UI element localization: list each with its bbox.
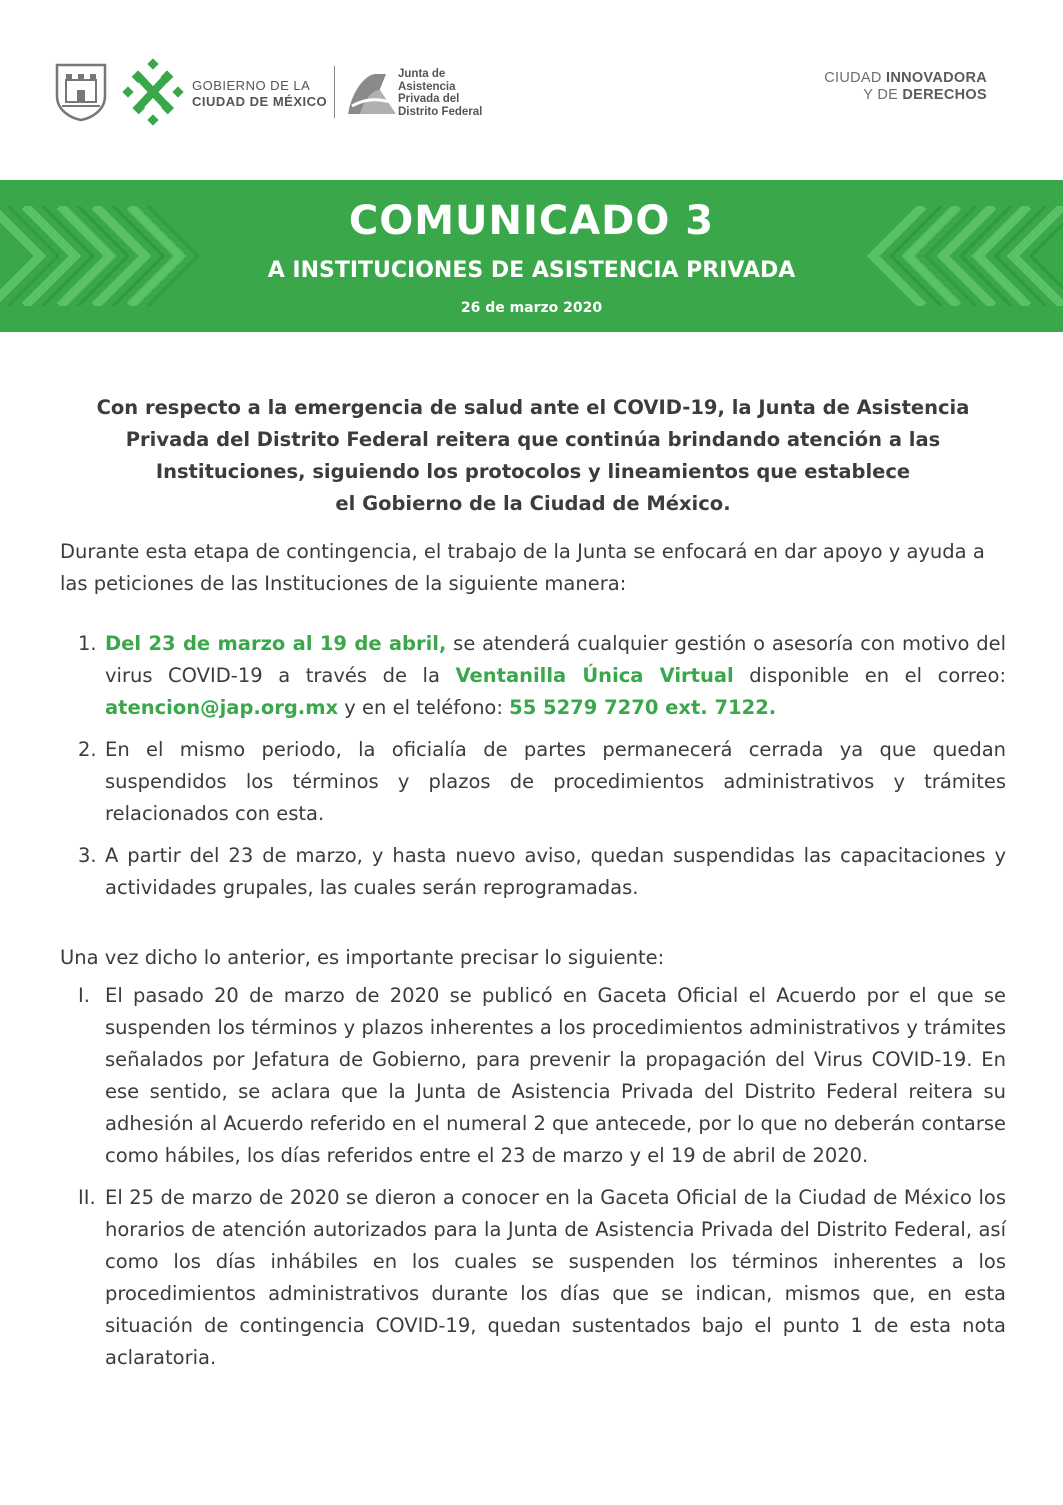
list-item: [60, 980, 1006, 1172]
list-text: A partir del 23 de marzo, y hasta nuevo aviso, quedan suspendidas las capacitaciones y actividades grupales, las cuales serán reprogramadas.: [105, 844, 1006, 899]
jap-line-1: Junta de: [398, 68, 446, 80]
list-text: El pasado 20 de marzo de 2020 se publicó en Gaceta Oficial el Acuerdo por el que se suspenden los términos y plazos inherentes a los procedimientos administrativos y trámites señalados por Jefatura de Gobierno, para prevenir la propagación del Virus COVID-19. En ese sentido, se aclara que la Junta de Asistencia Privada del Distrito Federal reitera su adhesión al Acuerdo referido en el numeral 2 que antecede, por lo que no deberán contarse como hábiles, los días referidos entre el 23 de marzo y el 19 de abril de 2020.: [105, 984, 1006, 1167]
list-marker: 2.: [78, 738, 97, 761]
title-banner: [0, 180, 1063, 332]
slogan-2b: DERECHOS: [902, 87, 987, 103]
slogan-line-2: [824, 87, 987, 104]
logo-divider: [334, 66, 335, 118]
date-range-highlight: Del 23 de marzo al 19 de abril,: [105, 632, 447, 655]
phone-number: 55 5279 7270 ext. 7122.: [509, 696, 777, 719]
list-marker: I.: [78, 984, 90, 1007]
ventanilla-highlight: Ventanilla Única Virtual: [455, 664, 734, 687]
list-item: [60, 734, 1006, 830]
communique-subtitle: A INSTITUCIONES DE ASISTENCIA PRIVADA: [267, 258, 796, 283]
gob-line-2: CIUDAD DE MÉXICO: [192, 94, 328, 109]
slogan-1a: CIUDAD: [824, 70, 886, 86]
list-marker: 1.: [78, 632, 97, 655]
gob-line-1: GOBIERNO DE LA: [192, 78, 311, 93]
jap-logo-icon: [346, 70, 398, 116]
list-text: y en el teléfono:: [338, 696, 510, 719]
document-body: [60, 392, 1006, 1384]
list-text: se atenderá cualquier gestión o asesoría con motivo del virus COVID-19 a través de la: [105, 632, 1006, 687]
government-name: [192, 78, 327, 110]
numbered-list: [60, 628, 1006, 904]
communique-title: COMUNICADO 3: [348, 198, 715, 244]
slogan-line-1: [824, 70, 987, 87]
intro-text-2: el Gobierno de la Ciudad de México.: [335, 492, 731, 515]
jap-name: [398, 68, 482, 118]
jap-line-3: Privada del: [398, 93, 460, 105]
list-marker: II.: [78, 1186, 96, 1209]
jap-line-2: Asistencia: [398, 80, 456, 93]
coat-of-arms-icon: [54, 62, 108, 122]
intro-paragraph: [60, 392, 1006, 520]
communique-date: 26 de marzo 2020: [460, 300, 603, 316]
paragraph-precisions: Una vez dicho lo anterior, es importante precisar lo siguiente:: [60, 946, 665, 969]
paragraph-contingency: Durante esta etapa de contingencia, el trabajo de la Junta se enfocará en dar apoyo y ayuda a las peticiones de las Instituciones de la siguiente manera:: [60, 540, 985, 595]
list-item: [60, 1182, 1006, 1374]
roman-list: [60, 980, 1006, 1374]
list-text: En el mismo periodo, la oficialía de partes permanecerá cerrada ya que quedan suspendidos los términos y plazos de procedimientos administrativos y trámites relacionados con esta.: [105, 738, 1006, 825]
list-text: disponible en el correo:: [733, 664, 1007, 687]
header: [0, 0, 1063, 180]
slogan-1b: INNOVADORA: [885, 70, 987, 86]
email-link[interactable]: atencion@jap.org.mx: [105, 696, 339, 719]
cdmx-logo-icon: [122, 58, 184, 126]
slogan: [824, 70, 987, 104]
intro-text-1: Con respecto a la emergencia de salud ante el COVID-19, la Junta de Asistencia Privada del Distrito Federal reitera que continúa brindando atención a las Instituciones, siguiendo los protocolos y lineamientos que establece: [96, 396, 970, 483]
list-marker: 3.: [78, 844, 97, 867]
list-text: El 25 de marzo de 2020 se dieron a conocer en la Gaceta Oficial de la Ciudad de México los horarios de atención autorizados para la Junta de Asistencia Privada del Distrito Federal, así como los días inhábiles en los cuales se suspenden los términos inherentes a los procedimientos administrativos durante los días que se indican, mismos que, en esta situación de contingencia COVID-19, quedan sustentados bajo el punto 1 de esta nota aclaratoria.: [105, 1186, 1006, 1369]
list-item: [60, 628, 1006, 724]
slogan-2a: Y DE: [863, 87, 903, 103]
list-item: [60, 840, 1006, 904]
jap-line-4: Distrito Federal: [398, 105, 483, 118]
